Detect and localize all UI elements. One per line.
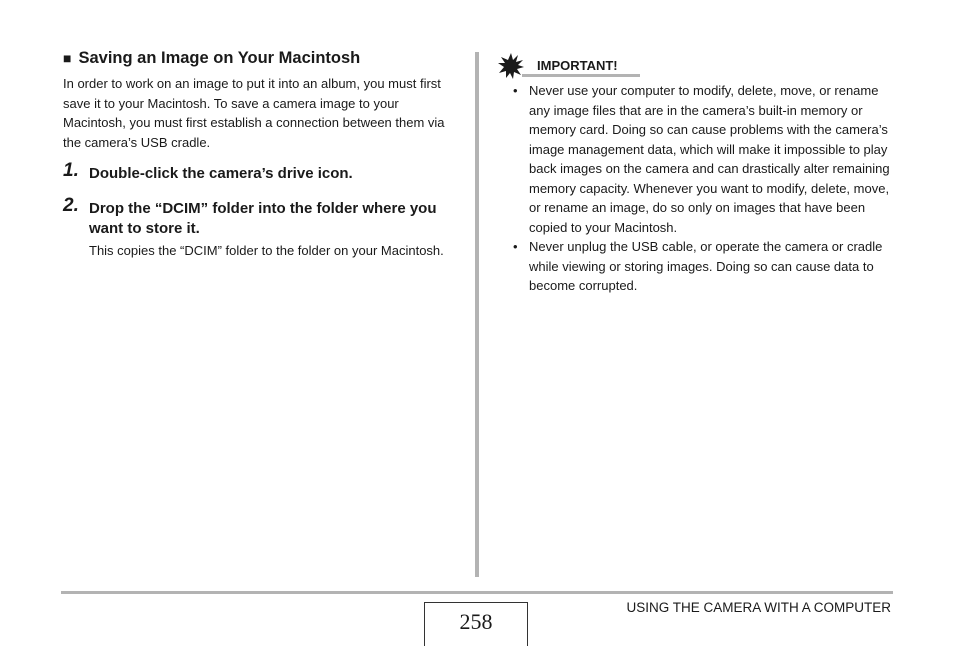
section-heading: [63, 48, 458, 68]
section-title: Saving an Image on Your Macintosh: [78, 49, 361, 67]
footer-rule: [61, 591, 893, 594]
intro-paragraph: In order to work on an image to put it into an album, you must first save it to your Macintosh. To save a camera image to your Macintosh, you must first establish a connection between them via the camera’s USB cradle.: [63, 76, 445, 150]
bullet-icon: •: [513, 239, 518, 254]
step-note: This copies the “DCIM” folder to the folder on your Macintosh.: [89, 242, 444, 258]
square-bullet-icon: ■: [63, 50, 72, 66]
list-item-text: Never use your computer to modify, delete, move, or rename any image files that are in the camera’s built-in memory or memory card. Doing so can cause problems with the camera’s image management data, which will make it impossible to play back images on the camera and can drastically alter remaining memory capacity. Whenever you want to modify, delete, move, or rename an image, do so only on images that have been copied to your Macintosh.: [529, 83, 890, 235]
important-header: [498, 53, 893, 79]
page-number: 258: [424, 602, 528, 646]
bullet-icon: •: [513, 83, 518, 98]
right-column: [498, 53, 893, 296]
step-2: [63, 194, 458, 261]
step-number: 2.: [63, 194, 79, 216]
list-item-text: Never unplug the USB cable, or operate the camera or cradle while viewing or storing images. Doing so can cause data to become corrupted.: [529, 239, 883, 293]
starburst-icon: [498, 53, 524, 79]
column-divider: [475, 52, 479, 577]
step-instruction: Drop the “DCIM” folder into the folder where you want to store it.: [89, 199, 437, 237]
step-number: 1.: [63, 160, 79, 181]
chapter-title: USING THE CAMERA WITH A COMPUTER: [626, 600, 891, 615]
important-label: IMPORTANT!: [537, 58, 618, 73]
important-underline: [522, 74, 640, 77]
left-column: [63, 48, 458, 260]
list-item: [498, 81, 893, 237]
important-list: [498, 81, 893, 296]
step-instruction: Double-click the camera’s drive icon.: [89, 165, 353, 182]
step-1: [63, 160, 458, 185]
list-item: [498, 237, 893, 296]
